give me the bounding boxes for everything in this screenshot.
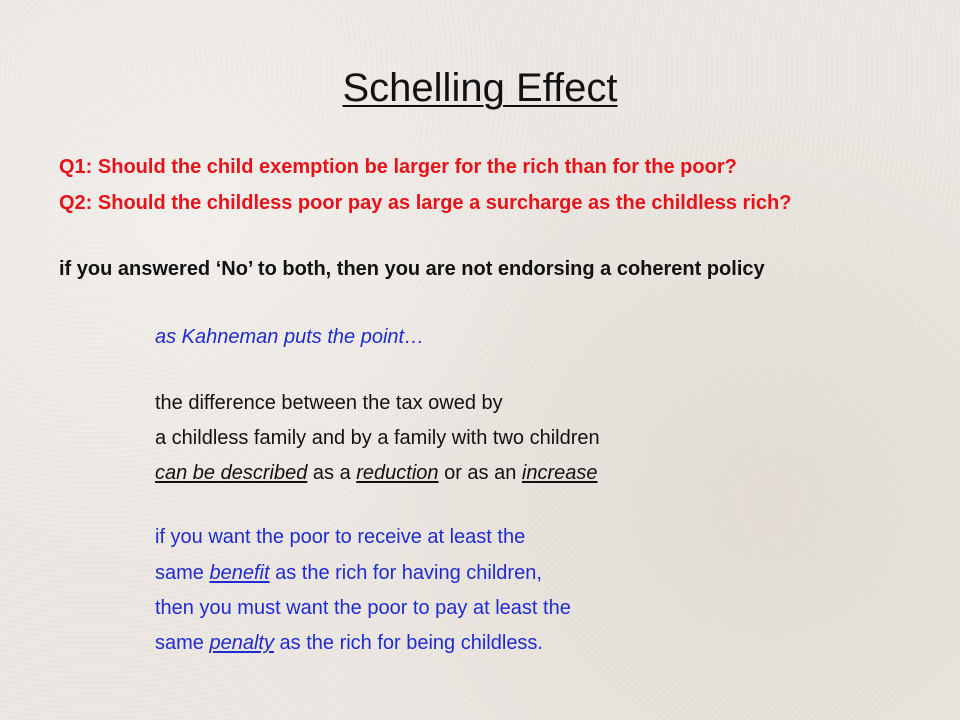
implication-line-2 [155, 562, 542, 585]
implication-line-2-text-b: as the rich for having children, [269, 562, 542, 584]
implication-line-1: if you want the poor to receive at least the [155, 526, 526, 548]
quote-line-1: the difference between the tax owed by [155, 392, 503, 414]
conclusion-text: if you answered ‘No’ to both, then you are not endorsing a coherent policy [59, 258, 765, 280]
implication-line-4 [155, 632, 543, 655]
question-1: Q1: Should the child exemption be larger for the rich than for the poor? [59, 156, 737, 178]
implication-line-4-text-b: as the rich for being childless. [273, 632, 543, 654]
quote-line-3-text-a: as a [307, 462, 357, 484]
emphasis-can-be-described: can be described [155, 462, 308, 484]
emphasis-reduction: reduction [356, 462, 439, 484]
implication-line-3: then you must want the poor to pay at least the [155, 597, 571, 619]
emphasis-increase: increase [521, 462, 598, 484]
emphasis-benefit: benefit [209, 562, 270, 584]
quote-line-2: a childless family and by a family with two children [155, 427, 600, 449]
emphasis-penalty: penalty [209, 632, 274, 654]
implication-line-4-text-a: same [155, 632, 210, 654]
quote-line-3 [155, 462, 598, 485]
kahneman-intro: as Kahneman puts the point… [155, 326, 425, 348]
implication-line-2-text-a: same [155, 562, 210, 584]
slide-title: Schelling Effect [342, 66, 618, 110]
quote-line-3-text-b: or as an [438, 462, 522, 484]
question-2: Q2: Should the childless poor pay as large a surcharge as the childless rich? [59, 192, 792, 214]
